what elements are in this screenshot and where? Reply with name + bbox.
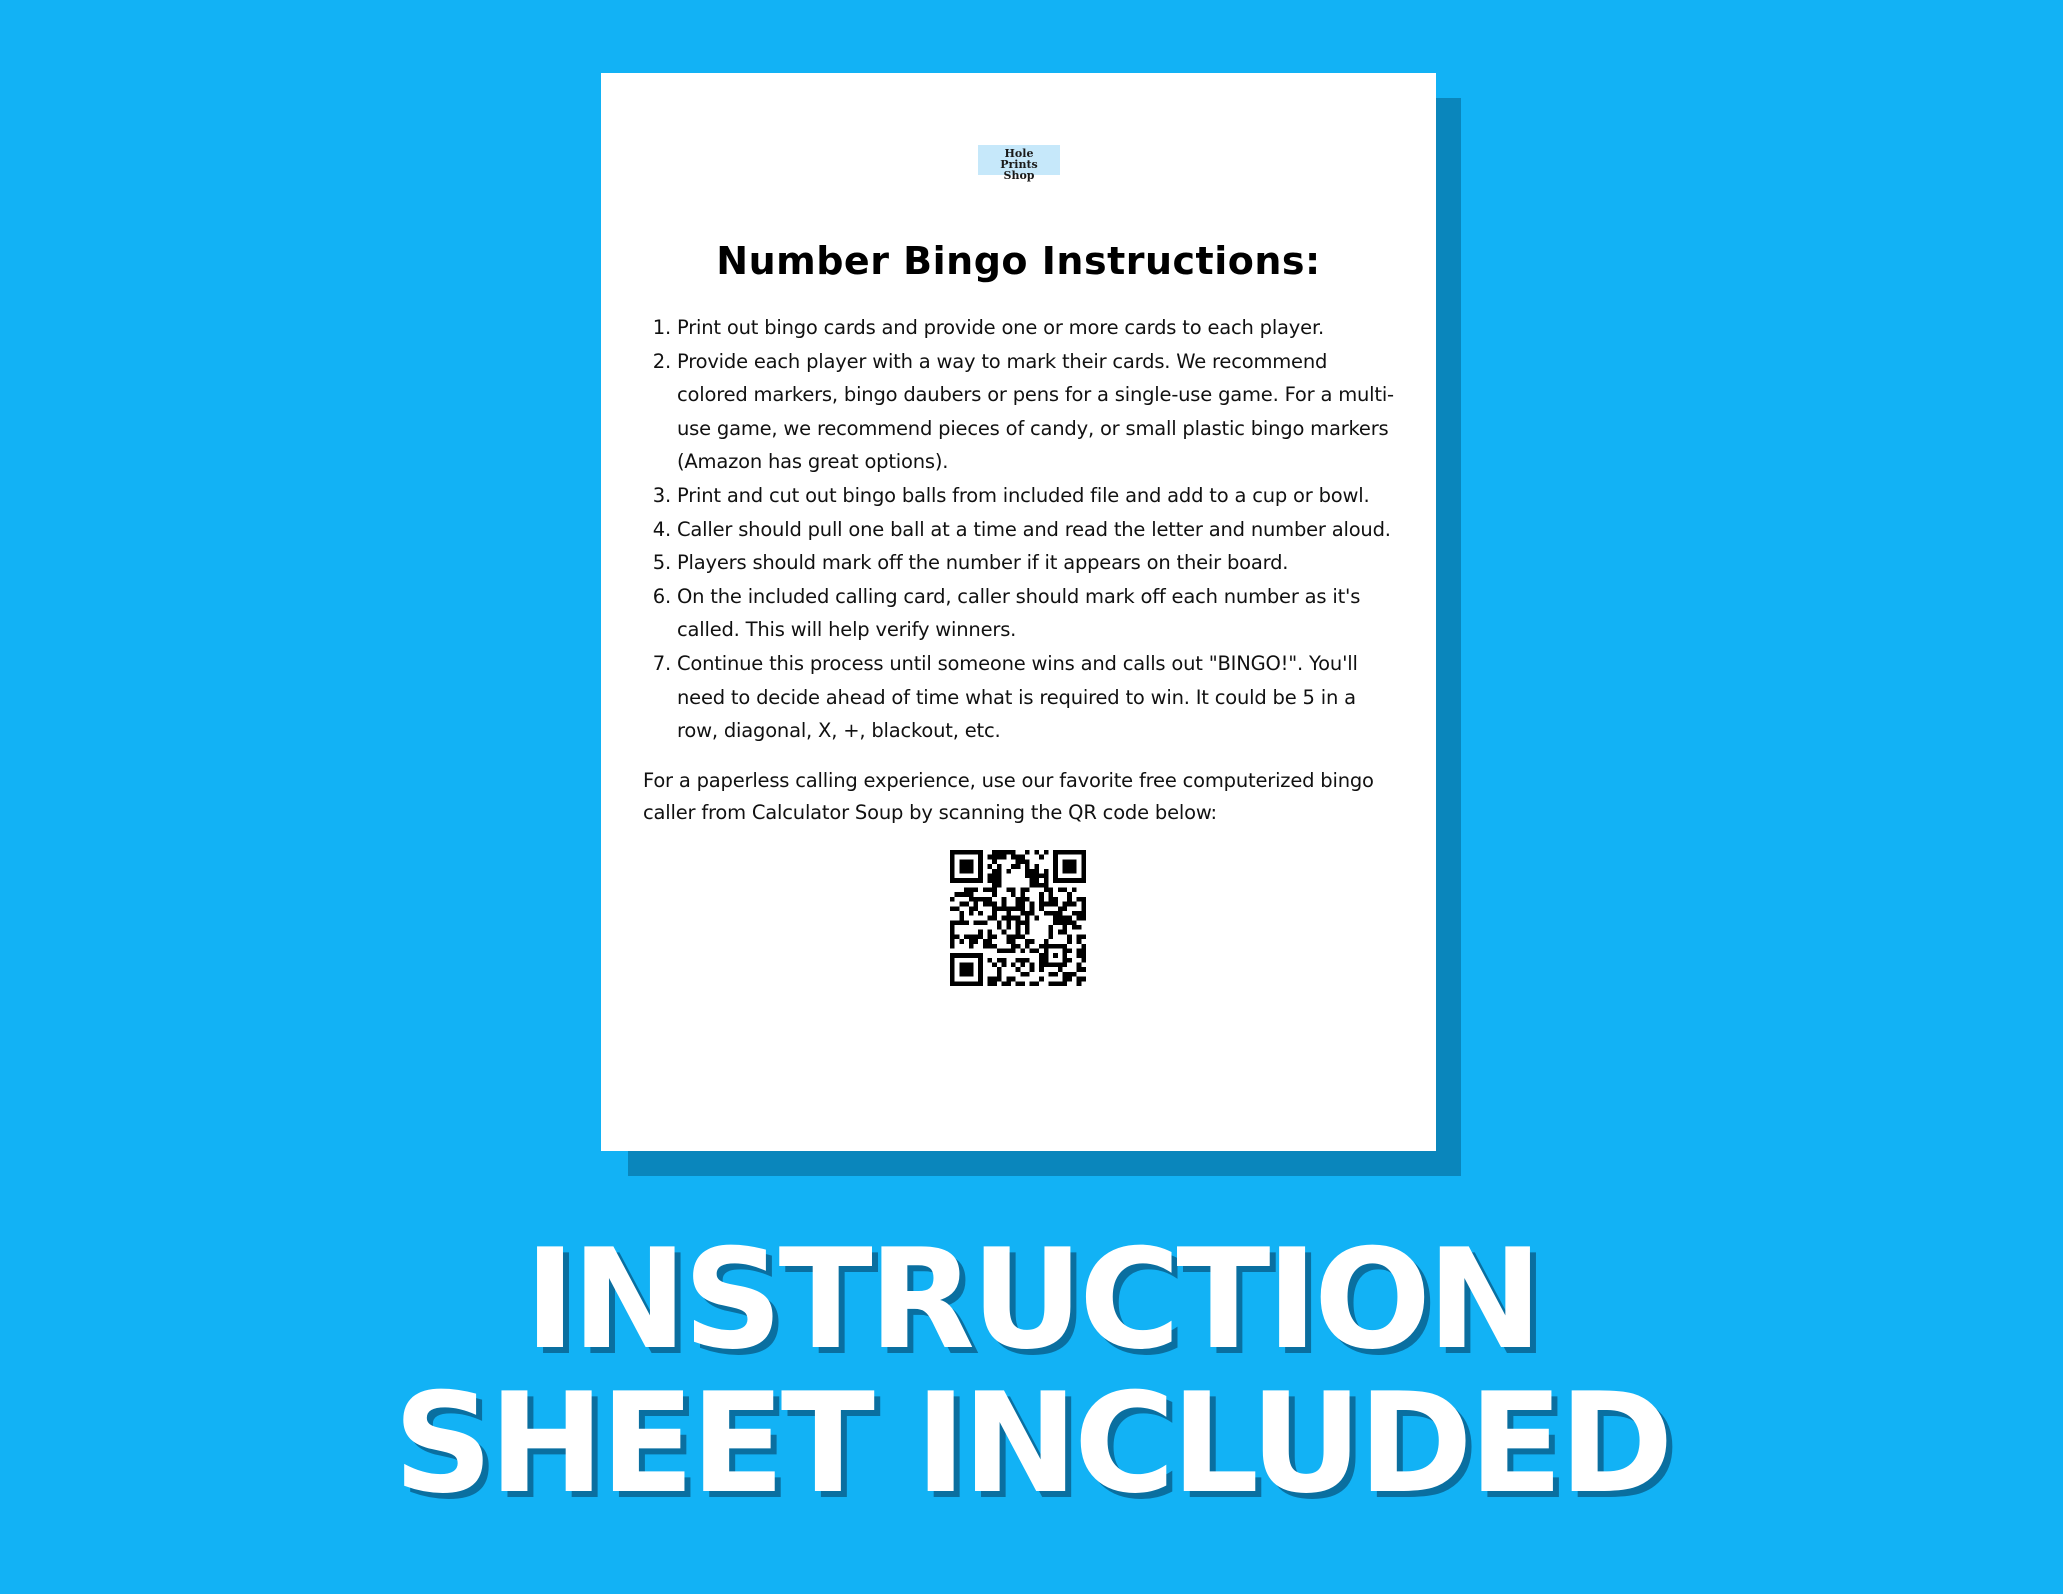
headline-line-1: INSTRUCTION bbox=[524, 1219, 1539, 1380]
instruction-step-1 bbox=[641, 311, 1401, 345]
step-number: 3. bbox=[652, 483, 671, 507]
qr-code-icon[interactable] bbox=[950, 850, 1086, 986]
paperless-note: For a paperless calling experience, use our favorite free computerized bingo caller from Calculator Soup by scanning the QR code below: bbox=[643, 769, 1374, 824]
step-number: 5. bbox=[652, 551, 671, 575]
step-number: 6. bbox=[652, 584, 671, 608]
headline-banner bbox=[0, 1219, 2063, 1524]
step-text: Caller should pull one ball at a time and read the letter and number aloud. bbox=[677, 517, 1391, 541]
logo-line-2: Prints bbox=[1000, 158, 1038, 171]
step-number: 1. bbox=[652, 316, 671, 339]
headline-line-2: SHEET INCLUDED bbox=[393, 1363, 1670, 1524]
instruction-step-6 bbox=[641, 580, 1401, 647]
instruction-steps bbox=[641, 311, 1401, 748]
step-number: 2. bbox=[652, 349, 671, 373]
step-number: 4. bbox=[652, 517, 671, 541]
sheet-title: Number Bingo Instructions: bbox=[716, 239, 1321, 283]
instruction-step-4 bbox=[641, 513, 1401, 547]
shop-logo bbox=[978, 145, 1060, 182]
step-text: Players should mark off the number if it appears on their board. bbox=[677, 551, 1289, 575]
step-text: Print and cut out bingo balls from included file and add to a cup or bowl. bbox=[677, 483, 1370, 507]
instruction-step-5 bbox=[641, 546, 1401, 580]
logo-line-1: Hole bbox=[1004, 147, 1034, 160]
step-text: Provide each player with a way to mark their cards. We recommend colored markers, bingo daubers or pens for a single-use game. For a multi-use game, we recommend pieces of candy, or small plastic bingo markers (Amazon has great options). bbox=[677, 349, 1394, 474]
step-number: 7. bbox=[652, 651, 671, 675]
logo-line-3: Shop bbox=[1003, 169, 1035, 182]
instruction-step-7 bbox=[641, 647, 1401, 748]
instruction-step-2 bbox=[641, 345, 1401, 479]
instruction-sheet bbox=[601, 73, 1436, 1151]
instruction-step-3 bbox=[641, 479, 1401, 513]
step-text: Print out bingo cards and provide one or more cards to each player. bbox=[677, 316, 1324, 339]
step-text: On the included calling card, caller should mark off each number as it's called. This will help verify winners. bbox=[677, 584, 1361, 642]
step-text: Continue this process until someone wins and calls out "BINGO!". You'll need to decide ahead of time what is required to win. It could be 5 in a row, diagonal, X, +, blackout, etc. bbox=[677, 651, 1358, 743]
